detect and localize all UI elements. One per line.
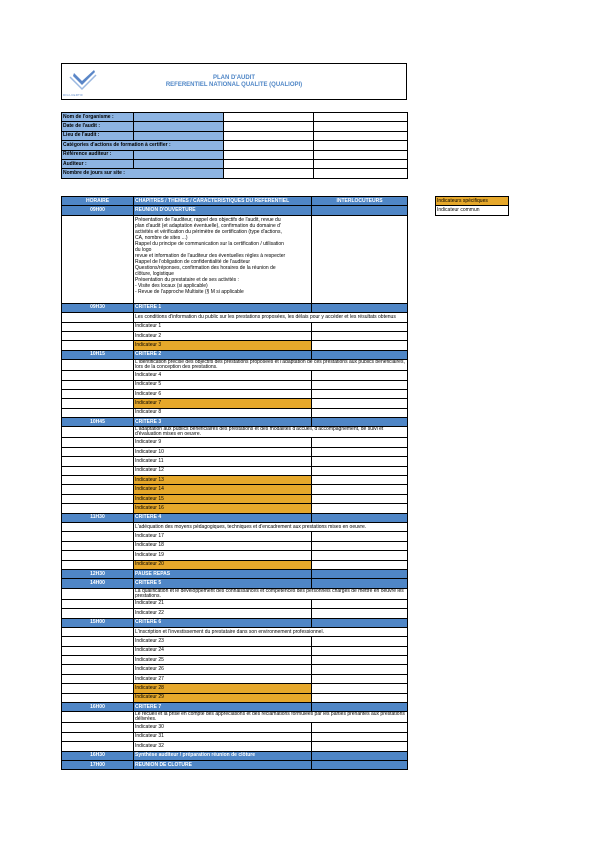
interlocuteur-cell[interactable]	[312, 551, 408, 560]
indicator-label: Indicateur 3	[134, 341, 312, 350]
time-cell	[62, 476, 134, 485]
interlocuteur-cell[interactable]	[312, 656, 408, 665]
info-value[interactable]	[134, 131, 224, 140]
opening-desc-line: CA, nombre de sites ...)	[135, 234, 188, 241]
time-cell: 10H45	[62, 418, 134, 427]
indicator-row	[62, 476, 408, 485]
interlocuteur-cell[interactable]	[312, 399, 408, 408]
interlocuteur-cell[interactable]	[312, 637, 408, 646]
indicator-row	[62, 399, 408, 408]
criterion-desc-row	[62, 712, 408, 723]
time-cell	[62, 408, 134, 417]
time-cell	[62, 560, 134, 569]
criterion-desc-row	[62, 627, 408, 636]
info-value[interactable]	[134, 150, 224, 159]
indicator-row	[62, 438, 408, 447]
info-row	[62, 141, 408, 150]
info-cell[interactable]	[224, 113, 314, 122]
info-cell[interactable]	[224, 150, 314, 159]
legend-common: Indicateur commun	[436, 206, 509, 215]
time-cell	[62, 674, 134, 683]
criterion-desc: Le recueil et la prise en compte des appréciations et des réclamations formulées par les parties prenantes aux prestations délivrées.	[134, 712, 408, 723]
interlocuteur-cell[interactable]	[312, 476, 408, 485]
indicator-label: Indicateur 1	[134, 322, 312, 331]
time-cell	[62, 341, 134, 350]
opening-desc-line: Rappel de l'obligation de confidentialité de l'auditeur	[135, 258, 251, 265]
interlocuteur-cell[interactable]	[312, 599, 408, 608]
indicator-label: Indicateur 18	[134, 541, 312, 550]
opening-desc-line: clôture, logistique	[135, 270, 174, 277]
info-cell[interactable]	[224, 131, 314, 140]
time-cell	[62, 494, 134, 503]
time-cell	[62, 532, 134, 541]
time-cell	[62, 551, 134, 560]
interlocuteur-cell[interactable]	[312, 560, 408, 569]
indicator-row	[62, 331, 408, 340]
indicator-row	[62, 609, 408, 618]
criterion-desc: L'inscription et l'investissement du prestataire dans son environnement professionnel.	[134, 627, 408, 636]
audit-info-table	[61, 112, 408, 179]
time-cell	[62, 723, 134, 732]
indicator-label: Indicateur 29	[134, 693, 312, 702]
section-label: PAUSE REPAS	[134, 569, 312, 578]
section-label: CRITERE 1	[134, 303, 312, 312]
time-cell	[62, 447, 134, 456]
time-cell	[62, 322, 134, 331]
indicator-row	[62, 693, 408, 702]
opening-desc-line: Présentation du prestataire et de ses activités :	[135, 276, 239, 283]
time-cell: 14H00	[62, 579, 134, 588]
opening-desc-line: plan d'audit (et adaptation éventuelle), confirmation du domaine d'	[135, 222, 281, 229]
indicator-row	[62, 322, 408, 331]
page-subtitle: REFERENTIEL NATIONAL QUALITE (QUALIOPI)	[165, 82, 303, 88]
time-cell	[62, 360, 134, 371]
indicator-label: Indicateur 32	[134, 742, 312, 751]
page-title: PLAN D'AUDIT	[212, 75, 256, 81]
indicator-row	[62, 408, 408, 417]
section-label: REUNION D'OUVERTURE	[134, 206, 312, 215]
legend-table	[435, 196, 509, 216]
indicator-label: Indicateur 8	[134, 408, 312, 417]
indicator-row	[62, 504, 408, 513]
col-horaire: HORAIRE	[62, 197, 134, 206]
time-cell	[62, 331, 134, 340]
time-cell	[62, 732, 134, 741]
opening-desc-line: Questions/réponses, confirmation des horaires de la réunion de	[135, 264, 276, 271]
time-cell	[62, 380, 134, 389]
indicator-row	[62, 665, 408, 674]
indicator-label: Indicateur 5	[134, 380, 312, 389]
info-cell[interactable]	[314, 141, 408, 150]
info-cell[interactable]	[314, 169, 408, 178]
indicator-label: Indicateur 2	[134, 331, 312, 340]
indicator-row	[62, 656, 408, 665]
indicator-row	[62, 447, 408, 456]
interlocuteur-cell[interactable]	[312, 532, 408, 541]
logo-text: DIGI-CERTIF	[63, 93, 84, 97]
indicator-label: Indicateur 19	[134, 551, 312, 560]
interlocuteur-cell[interactable]	[312, 380, 408, 389]
time-cell	[62, 313, 134, 322]
time-cell: 12H30	[62, 569, 134, 578]
section-label: CRITERE 3	[134, 418, 312, 427]
time-cell	[62, 522, 134, 531]
info-cell[interactable]	[314, 113, 408, 122]
info-cell[interactable]	[314, 122, 408, 131]
time-cell	[62, 627, 134, 636]
info-label: Catégories d'actions de formation à certifier :	[62, 141, 224, 150]
legend-specific: Indicateurs spécifiques	[436, 197, 509, 206]
section-label: CRITERE 5	[134, 579, 312, 588]
interlocuteur-cell[interactable]	[312, 541, 408, 550]
info-row	[62, 159, 408, 168]
indicator-label: Indicateur 28	[134, 684, 312, 693]
indicator-label: Indicateur 31	[134, 732, 312, 741]
time-cell	[62, 665, 134, 674]
interlocuteur-cell[interactable]	[312, 438, 408, 447]
info-value[interactable]	[134, 122, 224, 131]
criterion-desc-row	[62, 313, 408, 322]
time-cell: 10H15	[62, 350, 134, 359]
time-cell	[62, 504, 134, 513]
indicator-row	[62, 684, 408, 693]
interlocuteur-cell[interactable]	[312, 215, 408, 303]
time-cell	[62, 609, 134, 618]
criterion-desc: L'adaptation aux publics bénéficiaires des prestations et des modalités d'accueil, d'accompagnement, de suivi et d'évaluation mises en oeuvre.	[134, 427, 408, 438]
time-cell	[62, 427, 134, 438]
interlocuteur-cell[interactable]	[312, 504, 408, 513]
criterion-desc-row	[62, 588, 408, 599]
time-cell	[62, 485, 134, 494]
info-label: Auditeur :	[62, 159, 134, 168]
indicator-label: Indicateur 12	[134, 466, 312, 475]
indicator-row	[62, 541, 408, 550]
time-cell	[62, 399, 134, 408]
interlocuteur-cell[interactable]	[312, 751, 408, 760]
criterion-row	[62, 618, 408, 627]
interlocuteur-cell[interactable]	[312, 618, 408, 627]
indicator-row	[62, 560, 408, 569]
time-cell	[62, 656, 134, 665]
interlocuteur-cell[interactable]	[312, 447, 408, 456]
criterion-desc: La qualification et le développement des connaissances et compétences des personnels chargés de mettre en oeuvre les prestations.	[134, 588, 408, 599]
interlocuteur-cell[interactable]	[312, 646, 408, 655]
time-cell: 16H00	[62, 703, 134, 712]
indicator-row	[62, 380, 408, 389]
time-cell	[62, 637, 134, 646]
interlocuteur-cell[interactable]	[312, 723, 408, 732]
indicator-label: Indicateur 21	[134, 599, 312, 608]
interlocuteur-cell[interactable]	[312, 742, 408, 751]
info-label: Nombre de jours sur site :	[62, 169, 224, 178]
info-row	[62, 113, 408, 122]
column-header-row	[62, 197, 408, 206]
opening-row	[62, 206, 408, 215]
indicator-label: Indicateur 10	[134, 447, 312, 456]
time-cell: 15H00	[62, 618, 134, 627]
opening-desc-line: Présentation de l'auditeur, rappel des objectifs de l'audit, revue du	[135, 216, 281, 223]
time-cell	[62, 742, 134, 751]
interlocuteur-cell[interactable]	[312, 693, 408, 702]
info-cell[interactable]	[224, 169, 314, 178]
time-cell: 11H30	[62, 513, 134, 522]
interlocuteur-cell[interactable]	[312, 408, 408, 417]
closing-row	[62, 760, 408, 769]
indicator-label: Indicateur 11	[134, 457, 312, 466]
criterion-desc-row	[62, 360, 408, 371]
indicator-label: Indicateur 17	[134, 532, 312, 541]
time-cell: 16H30	[62, 751, 134, 760]
interlocuteur-cell[interactable]	[312, 389, 408, 398]
interlocuteur-cell[interactable]	[312, 609, 408, 618]
indicator-label: Indicateur 20	[134, 560, 312, 569]
opening-desc-line: du logo	[135, 246, 152, 253]
indicator-row	[62, 485, 408, 494]
interlocuteur-cell[interactable]	[312, 760, 408, 769]
indicator-label: Indicateur 23	[134, 637, 312, 646]
synthese-row	[62, 751, 408, 760]
opening-desc-row	[62, 215, 408, 303]
indicator-label: Indicateur 16	[134, 504, 312, 513]
time-cell	[62, 599, 134, 608]
indicator-label: Indicateur 26	[134, 665, 312, 674]
indicator-row	[62, 466, 408, 475]
indicator-label: Indicateur 24	[134, 646, 312, 655]
interlocuteur-cell[interactable]	[312, 322, 408, 331]
indicator-label: Indicateur 14	[134, 485, 312, 494]
indicator-label: Indicateur 6	[134, 389, 312, 398]
info-cell[interactable]	[314, 131, 408, 140]
info-value[interactable]	[134, 113, 224, 122]
info-cell[interactable]	[314, 150, 408, 159]
indicator-label: Indicateur 22	[134, 609, 312, 618]
interlocuteur-cell[interactable]	[312, 569, 408, 578]
opening-desc-line: activités et vérification du périmètre de certification (type d'actions,	[135, 228, 282, 235]
header-box	[61, 63, 407, 100]
indicator-row	[62, 371, 408, 380]
indicator-row	[62, 389, 408, 398]
interlocuteur-cell[interactable]	[312, 485, 408, 494]
time-cell: 17H00	[62, 760, 134, 769]
indicator-row	[62, 742, 408, 751]
indicator-row	[62, 494, 408, 503]
time-cell	[62, 438, 134, 447]
time-cell	[62, 457, 134, 466]
indicator-row	[62, 723, 408, 732]
info-cell[interactable]	[314, 159, 408, 168]
info-cell[interactable]	[224, 141, 314, 150]
info-row	[62, 131, 408, 140]
time-cell	[62, 646, 134, 655]
indicator-row	[62, 637, 408, 646]
section-label: CRITERE 4	[134, 513, 312, 522]
time-cell: 09H30	[62, 303, 134, 312]
lunch-row	[62, 569, 408, 578]
section-label: CRITERE 6	[134, 618, 312, 627]
section-label: Synthèse auditeur / préparation réunion de clôture	[134, 751, 312, 760]
criterion-desc-row	[62, 427, 408, 438]
indicator-label: Indicateur 13	[134, 476, 312, 485]
indicator-label: Indicateur 30	[134, 723, 312, 732]
interlocuteur-cell[interactable]	[312, 457, 408, 466]
opening-desc-line: Rappel du principe de communication sur la certification / utilisation	[135, 240, 284, 247]
time-cell	[62, 215, 134, 303]
interlocuteur-cell[interactable]	[312, 674, 408, 683]
indicator-row	[62, 732, 408, 741]
section-label: REUNION DE CLOTURE	[134, 760, 312, 769]
time-cell	[62, 371, 134, 380]
interlocuteur-cell[interactable]	[312, 732, 408, 741]
indicator-row	[62, 532, 408, 541]
info-row	[62, 169, 408, 178]
indicator-row	[62, 551, 408, 560]
indicator-row	[62, 341, 408, 350]
time-cell	[62, 712, 134, 723]
indicator-label: Indicateur 15	[134, 494, 312, 503]
interlocuteur-cell[interactable]	[312, 341, 408, 350]
time-cell	[62, 389, 134, 398]
time-cell: 09H00	[62, 206, 134, 215]
interlocuteur-cell[interactable]	[312, 513, 408, 522]
opening-desc-line: - Visite des locaux (si applicable)	[135, 282, 208, 289]
opening-desc-line: revue et information de l'auditeur des éventuelles règles à respecter	[135, 252, 286, 259]
indicator-row	[62, 646, 408, 655]
section-label: CRITERE 7	[134, 703, 312, 712]
indicator-label: Indicateur 25	[134, 656, 312, 665]
interlocuteur-cell[interactable]	[312, 494, 408, 503]
time-cell	[62, 466, 134, 475]
interlocuteur-cell[interactable]	[312, 466, 408, 475]
interlocuteur-cell[interactable]	[312, 371, 408, 380]
indicator-label: Indicateur 4	[134, 371, 312, 380]
interlocuteur-cell[interactable]	[312, 303, 408, 312]
info-label: Lieu de l'audit :	[62, 131, 134, 140]
col-interlocuteurs: INTERLOCUTEURS	[312, 197, 408, 206]
time-cell	[62, 541, 134, 550]
info-value[interactable]	[134, 159, 224, 168]
criterion-row	[62, 579, 408, 588]
opening-desc	[134, 215, 312, 303]
criterion-row	[62, 303, 408, 312]
info-cell[interactable]	[224, 122, 314, 131]
criterion-desc: L'adéquation des moyens pédagogiques, techniques et d'encadrement aux prestations mises en oeuvre.	[134, 522, 408, 531]
indicator-row	[62, 599, 408, 608]
criterion-desc: Les conditions d'information du public sur les prestations proposées, les délais pour y accéder et les résultats obtenus	[134, 313, 408, 322]
opening-desc-line: - Revue de l'approche Multisite (§ M si applicable	[135, 288, 244, 295]
interlocuteur-cell[interactable]	[312, 684, 408, 693]
criterion-desc-row	[62, 522, 408, 531]
criterion-row	[62, 513, 408, 522]
criterion-desc: L'identification précise des objectifs des prestations proposées et l'adaptation de ces prestations aux publics bénéficiaires, lors de la conception des prestations.	[134, 360, 408, 371]
indicator-label: Indicateur 27	[134, 674, 312, 683]
interlocuteur-cell[interactable]	[312, 331, 408, 340]
interlocuteur-cell[interactable]	[312, 665, 408, 674]
info-label: Date de l'audit :	[62, 122, 134, 131]
indicator-row	[62, 457, 408, 466]
time-cell	[62, 684, 134, 693]
info-label: Référence auditeur :	[62, 150, 134, 159]
info-row	[62, 150, 408, 159]
info-row	[62, 122, 408, 131]
info-label: Nom de l'organisme :	[62, 113, 134, 122]
audit-plan-table	[61, 196, 408, 770]
time-cell	[62, 693, 134, 702]
section-label: CRITERE 2	[134, 350, 312, 359]
indicator-label: Indicateur 9	[134, 438, 312, 447]
info-cell[interactable]	[224, 159, 314, 168]
indicator-row	[62, 674, 408, 683]
col-chapitres: CHAPITRES / THEMES / CARACTERISTIQUES DU REFERENTIEL	[134, 197, 312, 206]
interlocuteur-cell[interactable]	[312, 579, 408, 588]
time-cell	[62, 588, 134, 599]
interlocuteur-cell[interactable]	[312, 206, 408, 215]
indicator-label: Indicateur 7	[134, 399, 312, 408]
